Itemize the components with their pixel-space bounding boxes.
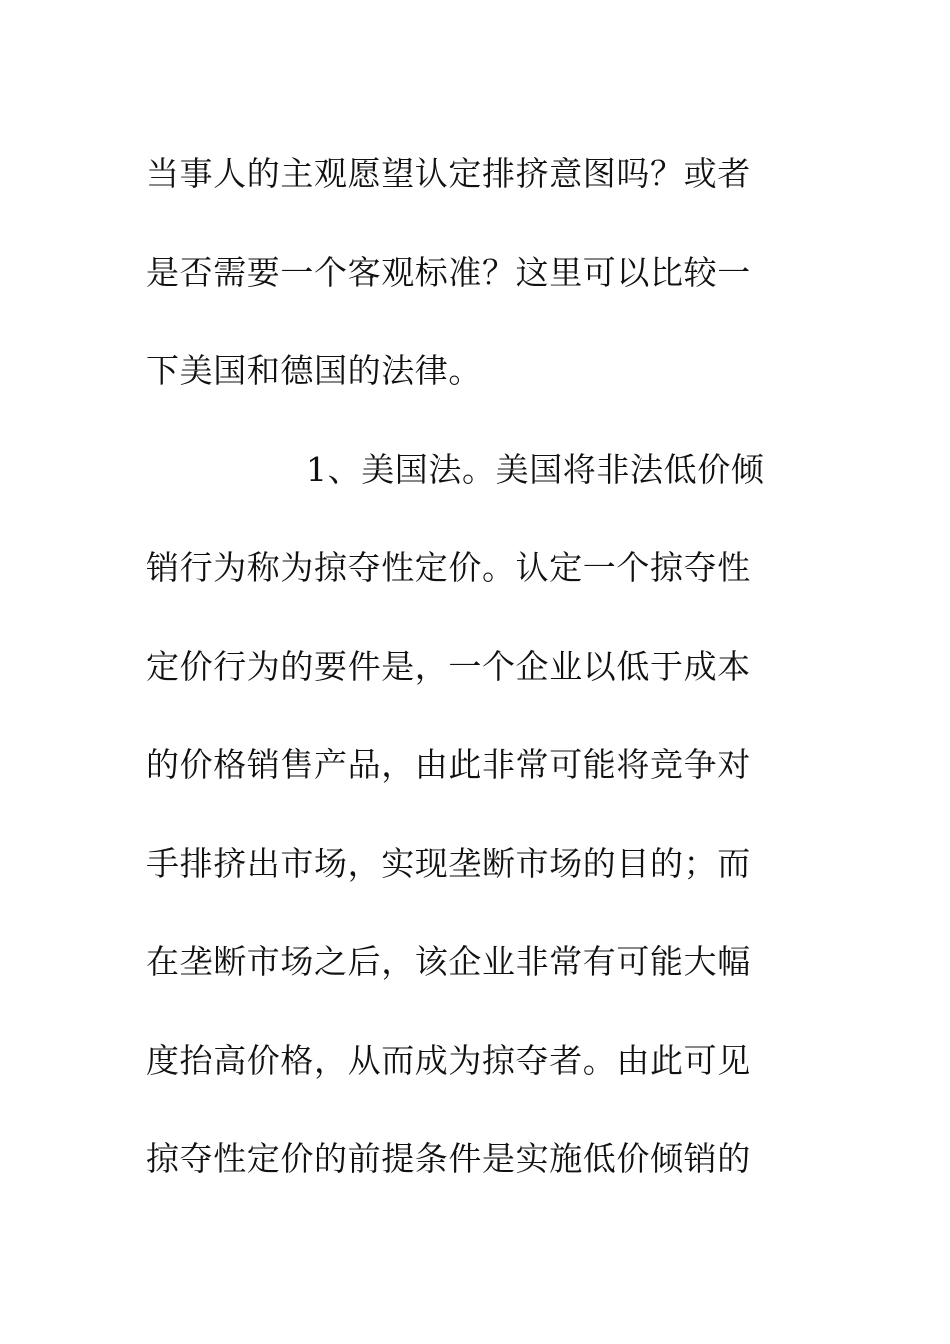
body-text (146, 125, 806, 1209)
text-line: 是否需要一个客观标准？这里可以比较一 (146, 252, 751, 292)
section-heading-line: 1、美国法。美国将非法低价倾 (306, 449, 765, 489)
text-line: 在垄断市场之后，该企业非常有可能大幅 (146, 942, 751, 981)
text-line: 当事人的主观愿望认定排挤意图吗？或者 (146, 154, 751, 193)
text-line: 的价格销售产品，由此非常可能将竞争对 (146, 745, 751, 784)
text-line: 下美国和德国的法律。 (146, 351, 482, 390)
text-line: 掠夺性定价的前提条件是实施低价倾销的 (146, 1139, 751, 1178)
text-line: 度抬高价格，从而成为掠夺者。由此可见 (146, 1040, 751, 1080)
text-line: 销行为称为掠夺性定价。认定一个掠夺性 (146, 548, 751, 587)
text-line: 定价行为的要件是，一个企业以低于成本 (146, 646, 751, 686)
text-line: 手排挤出市场，实现垄断市场的目的；而 (146, 843, 751, 883)
